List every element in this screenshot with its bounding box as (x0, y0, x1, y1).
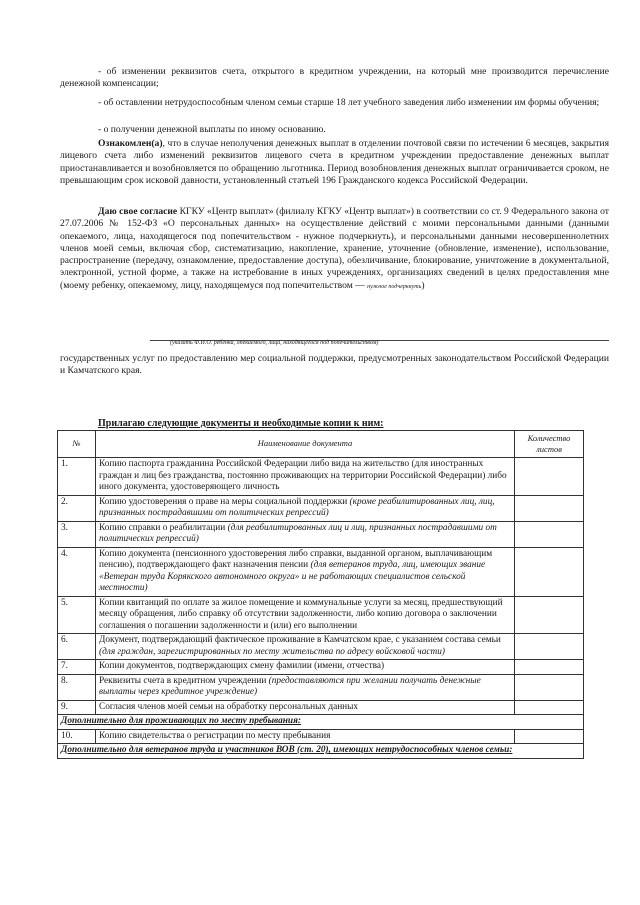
row-number: 10. (58, 729, 96, 744)
table-header-row (58, 431, 584, 458)
signature-hint: (указать Ф.И.О. ребенка, опекаемого, лица, находящегося под попечительством) (170, 340, 379, 346)
attachments-heading: Прилагаю следующие документы и необходимые копии к ним: (98, 418, 384, 429)
section-row-veterans (58, 744, 584, 759)
row-number: 2. (58, 495, 96, 521)
sheet-count-cell[interactable] (515, 596, 584, 634)
row-number: 1. (58, 458, 96, 496)
document-name: Реквизиты счета в кредитном учреждении (предоставляются при желании получать денежные выплаты через кредитное учреждение) (96, 674, 515, 700)
col-qty-header: Количество листов (515, 431, 584, 458)
table-row (58, 495, 584, 521)
document-name: Документ, подтверждающий фактическое проживание в Камчатском крае, с указанием состава семьи (для граждан, зарегистрированных по месту жительства по адресу войсковой части) (96, 634, 515, 660)
section-row-stay (58, 715, 584, 730)
acquainted-paragraph (60, 138, 609, 187)
consent-lead: Даю свое согласие (98, 206, 178, 217)
bullet-education-change: - об оставлении нетрудоспособным членом семьи старше 18 лет учебного заведения либо изменении им формы обучения; (98, 97, 600, 108)
sheet-count-cell[interactable] (515, 458, 584, 496)
acquainted-text: , что в случае неполучения денежных выплат в отделении почтовой связи по истечении 6 месяцев, закрытия лицевого счета либо изменений реквизитов лицевого счета в кредитном учреждении предоставление денежных выплат приостанавливается и возобновляется по обращению льготника. Период возобновления денежных выплат ограничивается сроком, не превышающим срок исковой давности, установленный статьей 196 Гражданского кодекса Российской Федерации. (60, 138, 609, 186)
table-row (58, 674, 584, 700)
sheet-count-cell[interactable] (515, 547, 584, 596)
table-row (58, 521, 584, 547)
document-name: Копию справки о реабилитации (для реабилитированных лиц и лиц, признанных пострадавшими от политических репрессий) (96, 521, 515, 547)
row-number: 8. (58, 674, 96, 700)
row-number: 4. (58, 547, 96, 596)
bullet-requisites-change: - об изменении реквизитов счета, открытого в кредитном учреждении, на который мне производится перечисление денежной компенсации; (60, 66, 609, 90)
document-name: Согласия членов моей семьи на обработку персональных данных (96, 700, 515, 715)
consent-text-end: ) (421, 279, 425, 291)
bullet-other-payment: - о получении денежной выплаты по иному основанию. (98, 124, 326, 135)
table-row (58, 634, 584, 660)
document-name: Копию удостоверения о праве на меры социальной поддержки (кроме реабилитированных лиц, лиц, признанных пострадавшими от политических репрессий) (96, 495, 515, 521)
sheet-count-cell[interactable] (515, 495, 584, 521)
sheet-count-cell[interactable] (515, 660, 584, 675)
document-name: Копии квитанций по оплате за жилое помещение и коммунальные услуги за месяц, предшествующий месяцу обращения, либо справку об отсутствии задолженности, либо копию договора о заключении соглашения о погашении задолженности и (или) его выполнении (96, 596, 515, 634)
table-row (58, 729, 584, 744)
consent-continuation: государственных услуг по предоставлению мер социальной поддержки, предусмотренных законодательством Российской Федерации и Камчатского края. (60, 353, 609, 377)
consent-text: КГКУ «Центр выплат» (филиалу КГКУ «Центр выплат») в соответствии со ст. 9 Федерального закона от 27.07.2006 № 152-ФЗ «О персональных данных» на осуществление действий с моими персональными данными (данными опекаемого, лица, находящегося под попечительством - нужное подчеркнуть), и персональными данными несовершеннолетних членов моей семьи, включая сбор, систематизацию, накопление, хранение, уточнение (обновление, изменение), использование, распространение (передачу, ознакомление, предоставление доступа), обезличивание, блокирование, уничтожение в документальной, электронной, устной форме, а также на истребование в иных учреждениях, организациях сведений в целях предоставления мне (моему ребенку, опекаемому, лицу, находящемуся под попечительством — (60, 206, 610, 291)
table-row (58, 596, 584, 634)
row-number: 5. (58, 596, 96, 634)
sheet-count-cell[interactable] (515, 700, 584, 715)
section-heading-stay: Дополнительно для проживающих по месту пребывания: (58, 715, 584, 730)
document-name: Копии документов, подтверждающих смену фамилии (имени, отчества) (96, 660, 515, 675)
table-row (58, 458, 584, 496)
acquainted-lead: Ознакомлен(а) (98, 138, 163, 149)
document-name: Копию паспорта гражданина Российской Федерации либо вида на жительство (для иностранных граждан и лиц без гражданства, постоянно проживающих на территории Российской Федерации) либо иного документа, удостоверяющего личность (96, 458, 515, 496)
row-number: 7. (58, 660, 96, 675)
table-row (58, 660, 584, 675)
document-name: Копию документа (пенсионного удостоверения либо справки, выданной органом, выплачивающим пенсию), подтверждающего факт назначения пенсии (для ветеранов труда, лиц, имеющих звание «Ветеран труда Корякского автономного округа» и не работающих специалистов сельской местности) (96, 547, 515, 596)
sheet-count-cell[interactable] (515, 521, 584, 547)
sheet-count-cell[interactable] (515, 729, 584, 744)
document-name: Копию свидетельства о регистрации по месту пребывания (96, 729, 515, 744)
sheet-count-cell[interactable] (515, 634, 584, 660)
col-number-header: № (58, 431, 96, 458)
row-number: 6. (58, 634, 96, 660)
consent-hint: нужное подчеркнуть (367, 283, 422, 290)
table-row (58, 547, 584, 596)
table-row (58, 700, 584, 715)
sheet-count-cell[interactable] (515, 674, 584, 700)
documents-table (57, 430, 584, 759)
row-number: 9. (58, 700, 96, 715)
row-number: 3. (58, 521, 96, 547)
consent-paragraph (60, 206, 609, 293)
col-name-header: Наименование документа (96, 431, 515, 458)
section-heading-veterans: Дополнительно для ветеранов труда и участников ВОВ (ст. 20), имеющих нетрудоспособных членов семьи: (58, 744, 584, 759)
